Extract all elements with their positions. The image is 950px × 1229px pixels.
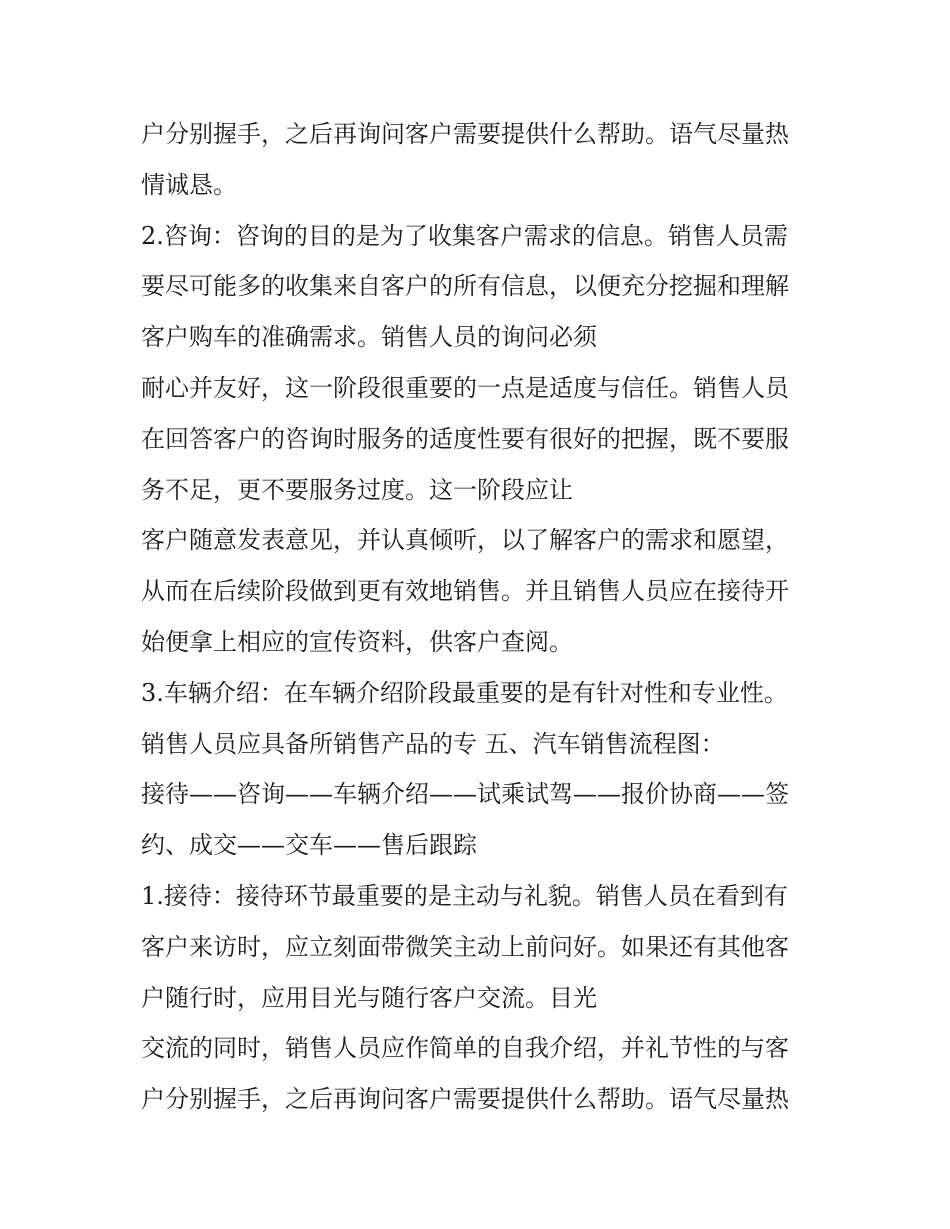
text-line-15: 约、成交——交车——售后跟踪	[141, 831, 477, 860]
text-line-14: 接待——咨询——车辆介绍——试乘试驾——报价协商——签	[141, 780, 789, 809]
text-line-16: 1.接待：接待环节最重要的是主动与礼貌。销售人员在看到有	[141, 881, 788, 910]
text-line-17: 客户来访时，应立刻面带微笑主动上前问好。如果还有其他客	[141, 932, 789, 961]
text-line-13: 销售人员应具备所销售产品的专 五、汽车销售流程图：	[141, 729, 725, 758]
text-line-4: 要尽可能多的收集来自客户的所有信息，以便充分挖掘和理解	[141, 272, 789, 301]
text-line-3: 2.咨询：咨询的目的是为了收集客户需求的信息。销售人员需	[141, 221, 788, 250]
text-line-2: 情诚恳。	[141, 170, 237, 199]
body-text	[141, 109, 831, 1125]
text-line-6: 耐心并友好，这一阶段很重要的一点是适度与信任。销售人员	[141, 373, 789, 402]
text-line-9: 客户随意发表意见，并认真倾听，以了解客户的需求和愿望，	[141, 526, 789, 555]
text-line-8: 务不足，更不要服务过度。这一阶段应让	[141, 475, 573, 504]
text-line-18: 户随行时，应用目光与随行客户交流。目光	[141, 983, 597, 1012]
text-line-11: 始便拿上相应的宣传资料，供客户查阅。	[141, 627, 573, 656]
text-line-10: 从而在后续阶段做到更有效地销售。并且销售人员应在接待开	[141, 577, 789, 606]
text-line-20: 户分别握手，之后再询问客户需要提供什么帮助。语气尽量热	[141, 1085, 789, 1114]
text-line-1: 户分别握手，之后再询问客户需要提供什么帮助。语气尽量热	[141, 120, 789, 148]
text-line-19: 交流的同时，销售人员应作简单的自我介绍，并礼节性的与客	[141, 1034, 789, 1063]
text-line-12: 3.车辆介绍：在车辆介绍阶段最重要的是有针对性和专业性。	[141, 678, 788, 707]
text-line-7: 在回答客户的咨询时服务的适度性要有很好的把握，既不要服	[141, 424, 789, 453]
text-line-5: 客户购车的准确需求。销售人员的询问必须	[141, 323, 597, 352]
